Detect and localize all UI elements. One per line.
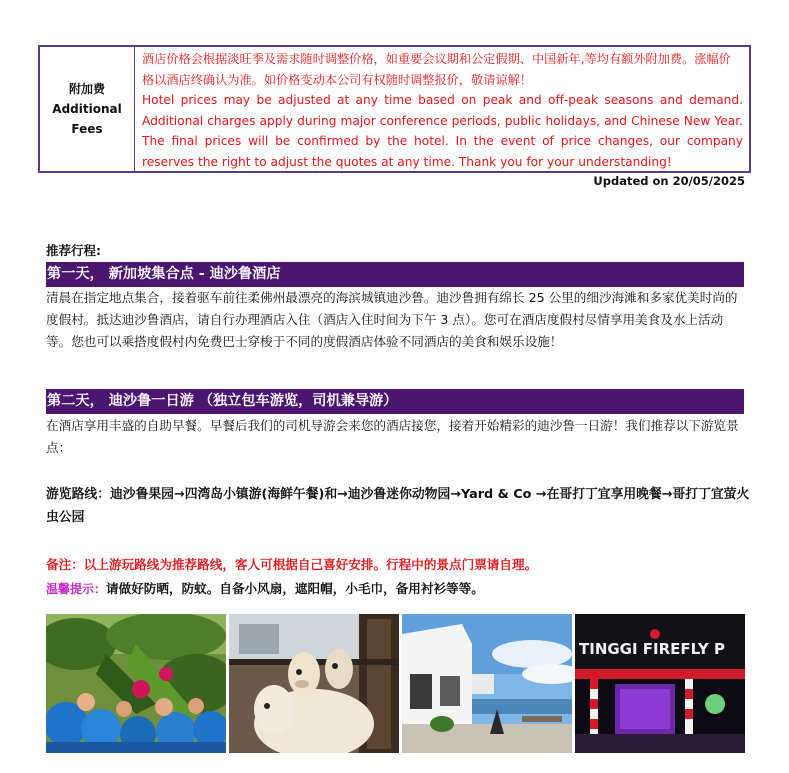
day2-description: 在酒店享用丰盛的自助早餐。早餐后我们的司机导游会来您的酒店接您，接着开始精彩的迪沙鲁一日游！我们推荐以下游览景点： xyxy=(46,418,739,456)
remark-note: 备注：以上游玩路线为推荐路线，客人可根据自己喜好安排。行程中的景点门票请自理。 xyxy=(46,557,538,572)
alpaca-photo xyxy=(229,614,399,753)
fees-text-en: Hotel prices may be adjusted at any time based on peak and off-peak seasons and demand. Additional charges apply during major conference periods, public holidays, and Chinese New Year. The final prices will be confirmed by the hotel. In the event of price changes, our company reserves the right to adjust the quotes at any time. Thank you for your understanding! xyxy=(142,93,743,169)
fees-label-en-2: Fees xyxy=(71,122,103,136)
firefly-park-photo xyxy=(575,614,745,753)
orchard-photo xyxy=(46,614,226,753)
yard-and-co-photo xyxy=(402,614,572,753)
fees-text-cn: 酒店价格会根据淡旺季及需求随时调整价格，如重要会议期和公定假期、中国新年,等均有额外附加费。涨幅价格以酒店终确认为准。如价格变动本公司有权随时调整报价，敬请谅解！ xyxy=(142,52,731,87)
fees-text-cell xyxy=(135,47,749,171)
fees-label-en-1: Additional xyxy=(52,102,122,116)
tips-label: 温馨提示： xyxy=(46,582,107,596)
day1-description: 清晨在指定地点集合，接着驱车前往柔佛州最漂亮的海滨城镇迪沙鲁。迪沙鲁拥有绵长 25 公里的细沙海滩和多家优美时尚的度假村。抵达迪沙鲁酒店，请自行办理酒店入住（酒店入住时间为下午 3 点）。您可在酒店度假村尽情享用美食及水上活动等。您也可以乘搭度假村内免费巴士穿梭于不同的度假酒店体验不同酒店的美食和娱乐设施！ xyxy=(46,290,738,350)
day2-route: 游览路线：迪沙鲁果园→四湾岛小镇游(海鲜午餐)和→迪沙鲁迷你动物园→Yard & Co →在哥打丁宜享用晚餐→哥打丁宜萤火虫公园 xyxy=(46,487,750,525)
additional-fees-table xyxy=(38,45,751,173)
tips-text: 请做好防晒，防蚊。自备小风扇，遮阳帽，小毛巾，备用衬衫等等。 xyxy=(106,581,484,596)
updated-date: Updated on 20/05/2025 xyxy=(593,174,745,188)
tips-line xyxy=(46,578,484,597)
itinerary-heading: 推荐行程: xyxy=(46,243,101,258)
day1-title-bar: 第一天， 新加坡集合点 - 迪沙鲁酒店 xyxy=(46,262,744,287)
day2-title-bar: 第二天， 迪沙鲁一日游 （独立包车游览，司机兼导游） xyxy=(46,389,744,414)
firefly-sign-text: TINGGI FIREFLY P xyxy=(579,640,725,658)
fees-label-cell xyxy=(40,47,135,171)
fees-label-cn: 附加费 xyxy=(68,82,105,96)
